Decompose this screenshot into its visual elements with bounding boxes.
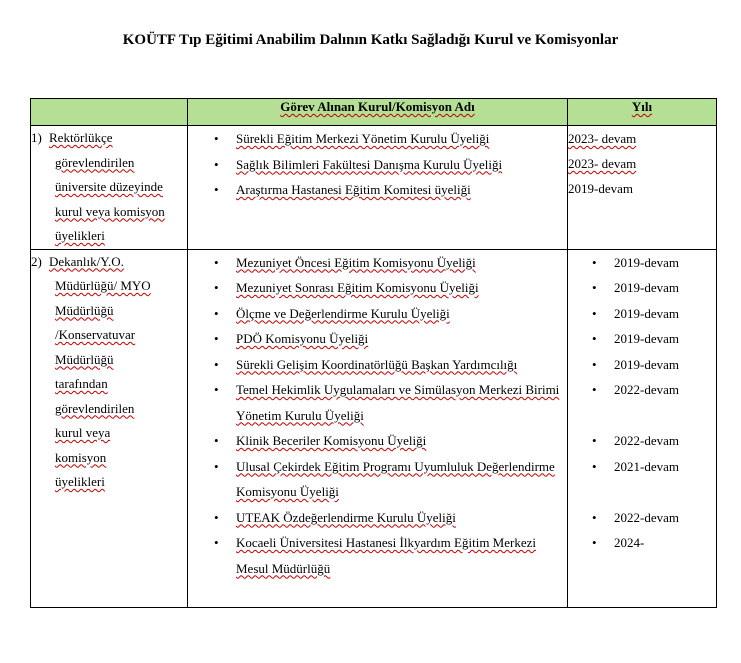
year-value: 2019-devam xyxy=(568,181,633,196)
row-years xyxy=(568,249,717,607)
year-value: • 2021-devam xyxy=(568,454,716,480)
committees-table xyxy=(30,98,717,608)
document-title: KOÜTF Tıp Eğitimi Anabilim Dalının Katkı Sağladığı Kurul ve Komisyonlar xyxy=(122,32,619,48)
header-committee-name: Görev Alınan Kurul/Komisyon Adı xyxy=(188,99,568,126)
year-spacer xyxy=(568,403,716,429)
year-value: 2023- devam xyxy=(568,131,637,146)
list-item: • Klinik Beceriler Komisyonu Üyeliği xyxy=(188,428,567,454)
category-line: üniversite düzeyinde xyxy=(55,179,163,194)
year-value: • 2019-devam xyxy=(568,275,716,301)
category-line: Dekanlık/Y.O. xyxy=(49,253,124,269)
row-items xyxy=(188,126,568,250)
year-value: • 2022-devam xyxy=(568,377,716,403)
list-item: • Mezuniyet Öncesi Eğitim Komisyonu Üyeliği xyxy=(188,250,567,276)
category-line: komisyon xyxy=(55,449,107,465)
list-item: • Temel Hekimlik Uygulamaları ve Simülasyon Merkezi Birimi Yönetim Kurulu Üyeliği xyxy=(188,377,567,428)
year-value: • 2024- xyxy=(568,530,716,556)
list-item: • Sürekli Gelişim Koordinatörlüğü Başkan Yardımcılığı xyxy=(188,352,567,378)
row-category xyxy=(31,249,188,607)
row-category xyxy=(31,126,188,250)
table-row xyxy=(31,126,717,250)
row-number: 1) xyxy=(31,130,42,145)
row-years xyxy=(568,126,717,250)
year-value: • 2019-devam xyxy=(568,326,716,352)
table-row xyxy=(31,249,717,607)
category-line: üyelikleri xyxy=(55,228,105,243)
list-item: • Araştırma Hastanesi Eğitim Komitesi üyeliği xyxy=(188,177,567,203)
list-item: • Sağlık Bilimleri Fakültesi Danışma Kurulu Üyeliği xyxy=(188,152,567,178)
year-value: • 2019-devam xyxy=(568,352,716,378)
category-line: görevlendirilen xyxy=(55,154,135,170)
list-item: • Ulusal Çekirdek Eğitim Programı Uyumluluk Değerlendirme Komisyonu Üyeliği xyxy=(188,454,567,505)
category-line: Müdürlüğü xyxy=(55,302,114,318)
year-spacer xyxy=(568,479,716,505)
row-number: 2) xyxy=(31,253,42,269)
category-line: Müdürlüğü/ MYO xyxy=(55,278,151,293)
list-item: • Mezuniyet Sonrası Eğitim Komisyonu Üyeliği xyxy=(188,275,567,301)
header-category xyxy=(31,99,188,126)
table-header-row xyxy=(31,99,717,126)
year-value: 2023- devam xyxy=(568,156,637,171)
list-item: • PDÖ Komisyonu Üyeliği xyxy=(188,326,567,352)
category-line: Rektörlükçe xyxy=(49,130,113,145)
category-line: görevlendirilen xyxy=(55,400,135,416)
category-line: üyelikleri xyxy=(55,474,105,489)
list-item: • Kocaeli Üniversitesi Hastanesi İlkyardım Eğitim Merkezi Mesul Müdürlüğü xyxy=(188,530,567,581)
list-item: • Ölçme ve Değerlendirme Kurulu Üyeliği xyxy=(188,301,567,327)
list-item: • Sürekli Eğitim Merkezi Yönetim Kurulu Üyeliği xyxy=(188,126,567,152)
category-line: kurul veya komisyon xyxy=(55,203,165,219)
header-year: Yılı xyxy=(568,99,717,126)
year-value: • 2022-devam xyxy=(568,428,716,454)
year-value: • 2019-devam xyxy=(568,250,716,276)
category-line: Müdürlüğü xyxy=(55,351,114,367)
category-line: tarafından xyxy=(55,376,108,391)
category-line: kurul veya xyxy=(55,425,111,440)
list-item: • UTEAK Özdeğerlendirme Kurulu Üyeliği xyxy=(188,505,567,531)
category-line: /Konservatuvar xyxy=(55,327,136,342)
year-value: • 2019-devam xyxy=(568,301,716,327)
year-value: • 2022-devam xyxy=(568,505,716,531)
row-items xyxy=(188,249,568,607)
